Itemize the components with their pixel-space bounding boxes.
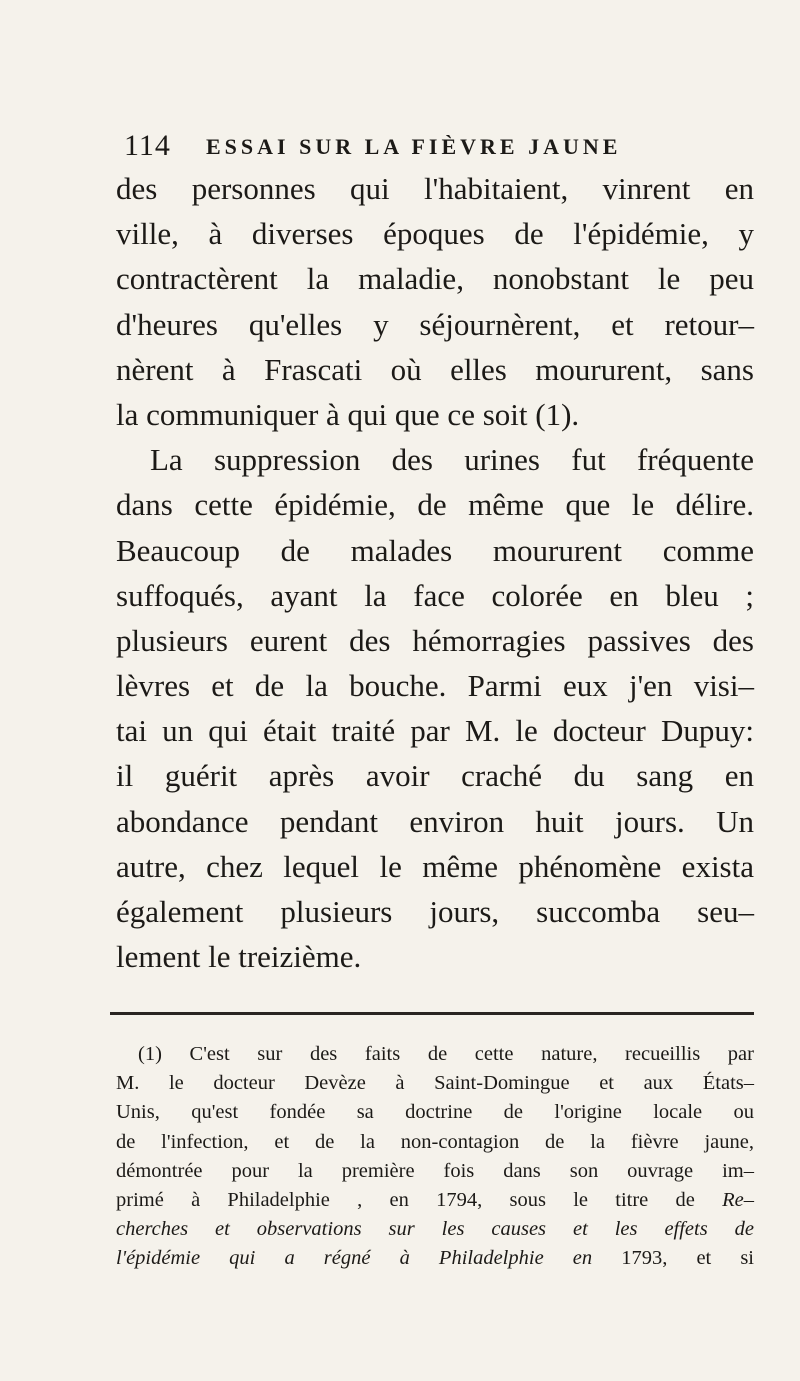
text-line: autre, chez lequel le même phénomène exista (116, 848, 754, 884)
footnote-line: M. le docteur Devèze à Saint-Domingue et aux États– (116, 1072, 754, 1095)
footnote-line: Unis, qu'est fondée sa doctrine de l'origine locale ou (116, 1101, 754, 1124)
text-line: La suppression des urines fut fréquente (150, 442, 754, 478)
footnote-line: cherches et observations sur les causes et les effets de (116, 1218, 754, 1241)
page-number: 114 (124, 129, 171, 162)
footnote-divider (110, 1012, 754, 1015)
text-line: dans cette épidémie, de même que le délire. (116, 487, 754, 523)
running-title: ESSAI SUR LA FIÈVRE JAUNE (206, 134, 622, 159)
footnote-title-italic: Re– (722, 1188, 754, 1211)
text-line: Beaucoup de malades moururent comme (116, 532, 754, 568)
text-line: nèrent à Frascati où elles moururent, sans (116, 351, 754, 387)
footnote-line (116, 1186, 754, 1215)
page-header (124, 128, 704, 164)
footnote-line: (1) C'est sur des faits de cette nature, recueillis par (138, 1043, 754, 1065)
footnote-line (116, 1244, 754, 1273)
text-line: plusieurs eurent des hémorragies passives des (116, 622, 754, 658)
text-line: d'heures qu'elles y séjournèrent, et retour– (116, 306, 754, 342)
main-text (116, 166, 754, 979)
text-line: des personnes qui l'habitaient, vinrent en (116, 171, 754, 206)
footnote (116, 1040, 754, 1274)
footnote-line: démontrée pour la première fois dans son ouvrage im– (116, 1159, 754, 1182)
footnote-line: de l'infection, et de la non-contagion de la fièvre jaune, (116, 1130, 754, 1153)
text-line: abondance pendant environ huit jours. Un (116, 803, 754, 839)
text-line: également plusieurs jours, succomba seu– (116, 894, 754, 929)
text-line: lement le treizième. (116, 939, 362, 975)
footnote-text: primé à Philadelphie , en 1794, sous le titre de (116, 1188, 723, 1211)
text-line: ville, à diverses époques de l'épidémie, y (116, 216, 754, 252)
text-line: lèvres et de la bouche. Parmi eux j'en visi– (116, 668, 754, 704)
text-line: la communiquer à qui que ce soit (1). (116, 396, 580, 432)
text-line: il guérit après avoir craché du sang en (116, 758, 754, 794)
text-line: tai un qui était traité par M. le docteur Dupuy: (116, 713, 754, 749)
text-line: suffoqués, ayant la face colorée en bleu ; (116, 577, 754, 613)
footnote-title-italic: l'épidémie qui a régné à Philadelphie en (116, 1247, 622, 1270)
text-line: contractèrent la maladie, nonobstant le peu (116, 261, 754, 297)
footnote-text: 1793, et si (621, 1247, 755, 1270)
